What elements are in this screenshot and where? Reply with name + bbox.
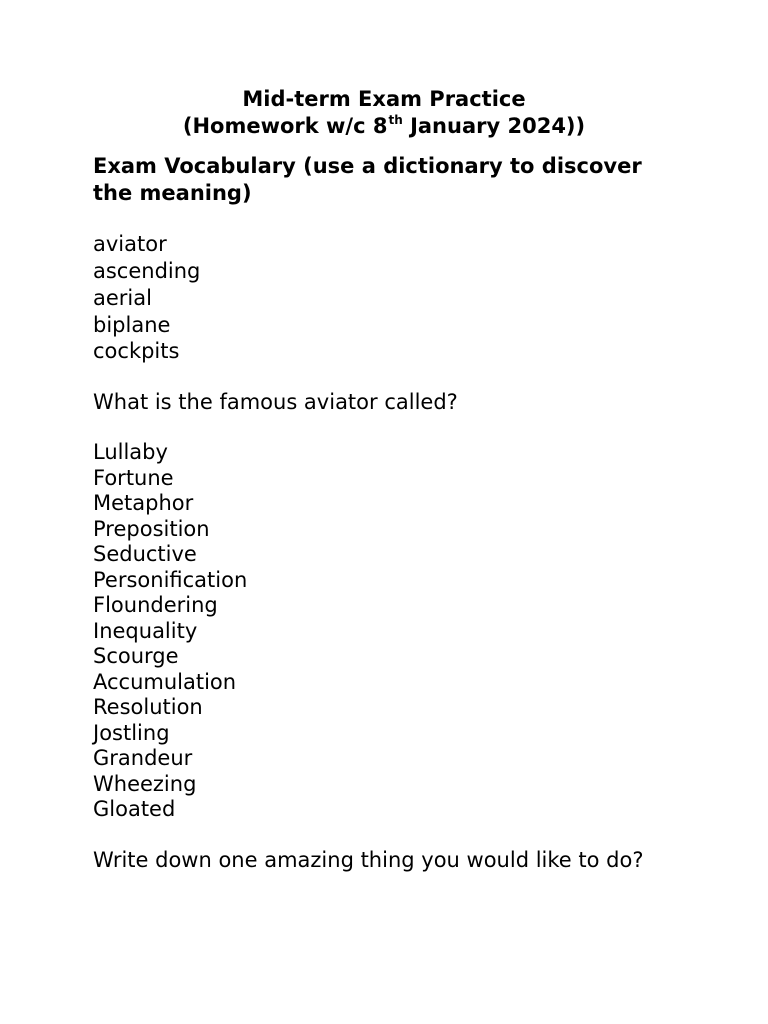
list-item: aerial bbox=[93, 286, 152, 310]
list-item: Resolution bbox=[93, 695, 203, 719]
list-item: Accumulation bbox=[93, 669, 237, 694]
title-line-1: Mid-term Exam Practice bbox=[242, 87, 526, 111]
document-title bbox=[0, 86, 768, 143]
list-item: Fortune bbox=[93, 465, 174, 490]
question-aviator: What is the famous aviator called? bbox=[93, 390, 458, 414]
list-item: Lullaby bbox=[93, 440, 168, 464]
vocabulary-list-1 bbox=[93, 231, 200, 364]
list-item: Inequality bbox=[93, 618, 198, 643]
vocabulary-heading: Exam Vocabulary (use a dictionary to discover the meaning) bbox=[93, 154, 642, 205]
title-line-2 bbox=[0, 113, 768, 143]
list-item: aviator bbox=[93, 232, 167, 256]
title-superscript: th bbox=[388, 113, 403, 127]
list-item: Jostling bbox=[93, 720, 170, 745]
list-item: Personification bbox=[93, 567, 248, 592]
list-item: Grandeur bbox=[93, 746, 193, 770]
question-amazing-thing: Write down one amazing thing you would like to do? bbox=[93, 848, 644, 872]
list-item: Wheezing bbox=[93, 771, 197, 796]
title-line-2-prefix: (Homework w/c 8 bbox=[182, 114, 388, 138]
list-item: Seductive bbox=[93, 542, 197, 566]
list-item: Floundering bbox=[93, 593, 218, 617]
list-item: biplane bbox=[93, 313, 171, 337]
list-item: Preposition bbox=[93, 516, 210, 541]
list-item: cockpits bbox=[93, 339, 180, 363]
title-line-2-suffix: January 2024)) bbox=[402, 114, 586, 138]
vocabulary-list-2 bbox=[93, 440, 247, 823]
list-item: Gloated bbox=[93, 797, 176, 821]
list-item: Metaphor bbox=[93, 491, 194, 515]
list-item: Scourge bbox=[93, 644, 179, 668]
list-item: ascending bbox=[93, 259, 201, 283]
